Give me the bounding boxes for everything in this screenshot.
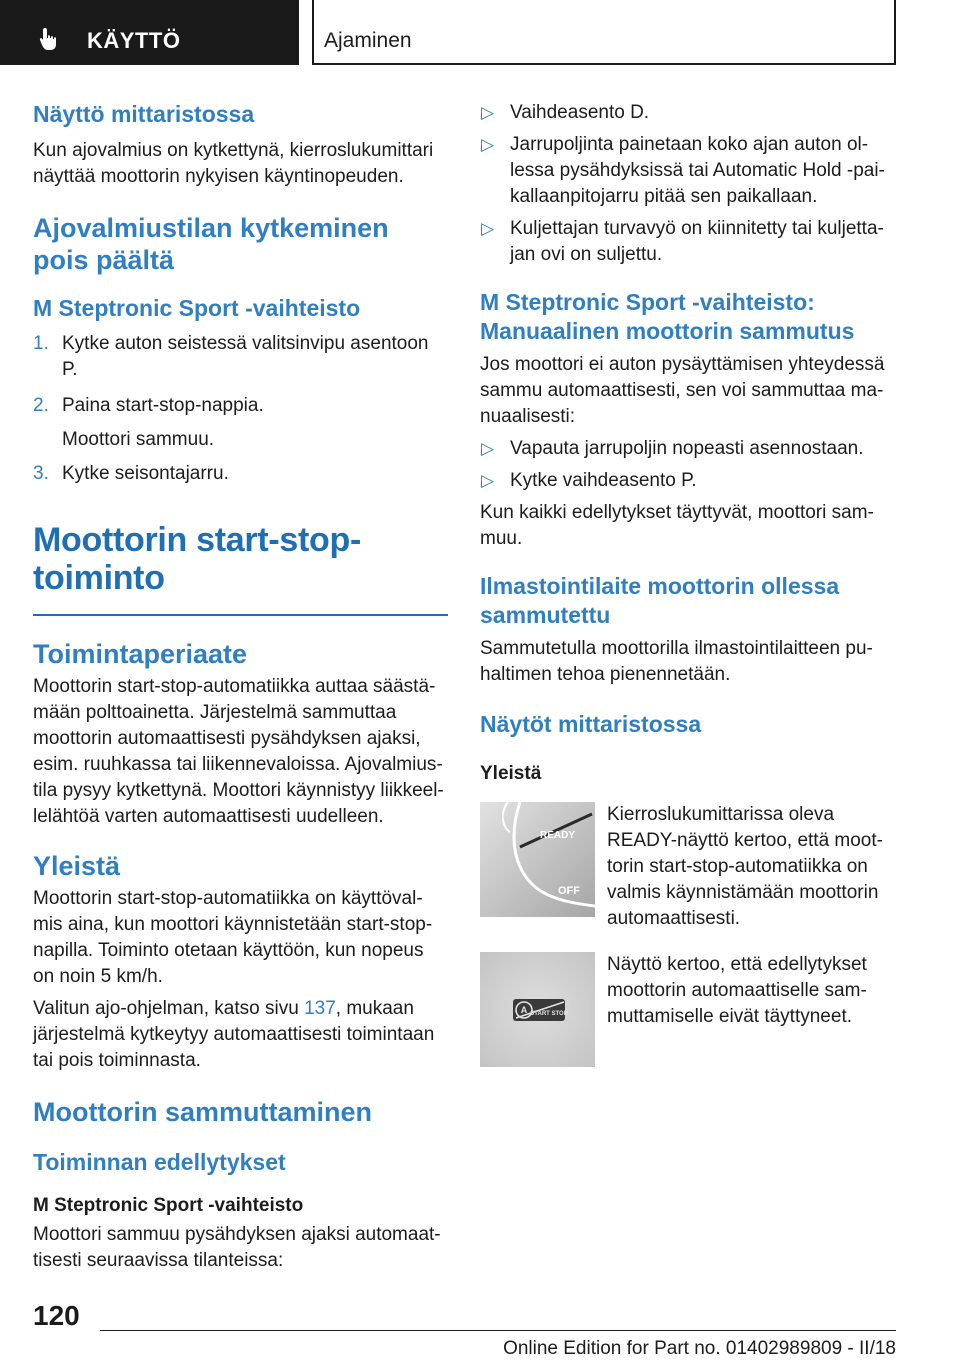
triangle-bullet-icon: ▷ — [481, 103, 495, 122]
chapter-heading: Moottorin start-stop-toiminto — [33, 521, 361, 597]
triangle-bullet-icon: ▷ — [481, 135, 495, 154]
conditions-list — [480, 100, 890, 268]
triangle-bullet-icon: ▷ — [481, 439, 495, 458]
paragraph: Kun ajovalmius on kytkettynä, kierroslukumittari näyttää moottorin nykyisen käyntinopeuden. — [33, 140, 434, 187]
start-stop-warning-image — [480, 952, 595, 1067]
svg-text:START STOP: START STOP — [530, 1011, 568, 1017]
step-item: 2. Paina start-stop-nappia. — [33, 395, 264, 416]
page-link[interactable]: 137 — [304, 998, 336, 1019]
section-tab — [0, 0, 299, 65]
paragraph: Valitun ajo-ohjelman, katso sivu 137, mukaan järjestelmä kytkeytyy automaattisesti toimintaan tai pois toiminnasta. — [33, 998, 435, 1071]
heading-manual-stop: M Steptronic Sport -vaihteisto: Manuaalinen moottorin sammutus — [480, 289, 855, 344]
heading-rule — [33, 614, 448, 616]
step-result: Moottori sammuu. — [62, 429, 215, 450]
heading-climate: Ilmastointilaite moottorin ollessa sammutettu — [480, 573, 840, 628]
heading-stop-engine: Moottorin sammuttaminen — [33, 1097, 373, 1127]
figure-caption: Näyttö kertoo, että edellytykset moottorin automaattiselle sam-muttamiselle eivät täyttyneet. — [607, 954, 867, 1027]
paragraph: Moottorin start-stop-automatiikka auttaa säästä-mään polttoainetta. Järjestelmä sammuttaa moottorin automaattisesti pysähdyksen ajaksi, esim. ruuhkassa tai liikennevaloissa. Ajovalmius-tila pysyy kytkettynä. Moottori käynnistyy liikkeel-lelähtöä varten automaattisesti uudelleen. — [33, 676, 444, 827]
manual-stop-list — [480, 436, 890, 494]
tachometer-ready-image — [480, 802, 595, 917]
figure-start-stop — [480, 952, 890, 1072]
list-item: ▷ Vaihdeasento D. — [480, 100, 890, 126]
list-item: ▷ Kytke vaihdeasento P. — [480, 468, 890, 494]
step-item: 1. Kytke auton seistessä valitsinvipu asentoon P. — [33, 333, 429, 380]
heading-steptronic-sub: M Steptronic Sport -vaihteisto — [33, 1195, 304, 1216]
triangle-bullet-icon: ▷ — [481, 219, 495, 238]
footer-rule — [100, 1330, 896, 1331]
paragraph: Kun kaikki edellytykset täyttyvät, moottori sam-muu. — [480, 502, 874, 549]
page-number: 120 — [33, 1300, 80, 1331]
heading-steptronic: M Steptronic Sport -vaihteisto — [33, 295, 361, 321]
heading-general: Yleistä — [33, 851, 121, 881]
right-column — [480, 100, 890, 1072]
list-item: ▷ Vapauta jarrupoljin nopeasti asennostaan. — [480, 436, 890, 462]
list-item: ▷ Kuljettajan turvavyö on kiinnitetty tai kuljetta-jan ovi on suljettu. — [481, 218, 884, 265]
paragraph: Moottori sammuu pysähdyksen ajaksi automaat-tisesti seuraavissa tilanteissa: — [33, 1224, 441, 1271]
heading-general-sub: Yleistä — [480, 763, 542, 784]
paragraph: Jos moottori ei auton pysäyttämisen yhteydessä sammu automaattisesti, sen voi sammuttaa ma-nuaalisesti: — [480, 354, 885, 427]
heading-ready-off: Ajovalmiustilan kytkeminen pois päältä — [33, 213, 389, 275]
left-column — [33, 100, 448, 1274]
figure-caption: Kierroslukumittarissa oleva READY-näyttö kertoo, että moot-torin start-stop-automatiikka on valmis käynnistämään moottorin automaattisesti. — [607, 804, 883, 929]
chapter-title: Ajaminen — [324, 29, 412, 52]
heading-display: Näyttö mittaristossa — [33, 101, 255, 127]
paragraph: Moottorin start-stop-automatiikka on käyttöval-mis aina, kun moottori käynnistetään start-stop-napilla. Toiminto otetaan käyttöön, kun nopeus on noin 5 km/h. — [33, 888, 433, 987]
step-item: 3. Kytke seisontajarru. — [33, 463, 229, 484]
hand-pointer-icon — [38, 26, 64, 52]
heading-principle: Toimintaperiaate — [33, 639, 248, 669]
svg-text:READY: READY — [540, 830, 576, 841]
paragraph: Sammutetulla moottorilla ilmastointilaitteen pu-haltimen tehoa pienennetään. — [480, 638, 873, 685]
triangle-bullet-icon: ▷ — [481, 471, 495, 490]
figure-ready — [480, 802, 890, 942]
steps-list — [33, 331, 448, 487]
heading-conditions: Toiminnan edellytykset — [33, 1149, 286, 1175]
footer-edition: Online Edition for Part no. 01402989809 - II/18 — [503, 1338, 896, 1359]
section-title: KÄYTTÖ — [87, 28, 181, 53]
heading-displays: Näytöt mittaristossa — [480, 711, 702, 737]
svg-text:OFF: OFF — [558, 885, 580, 897]
list-item: ▷ Jarrupoljinta painetaan koko ajan auton ol-lessa pysähdyksissä tai Automatic Hold -pai-kallaanpitojarru pitää sen paikallaan. — [481, 134, 885, 207]
svg-text:A: A — [520, 1005, 528, 1015]
